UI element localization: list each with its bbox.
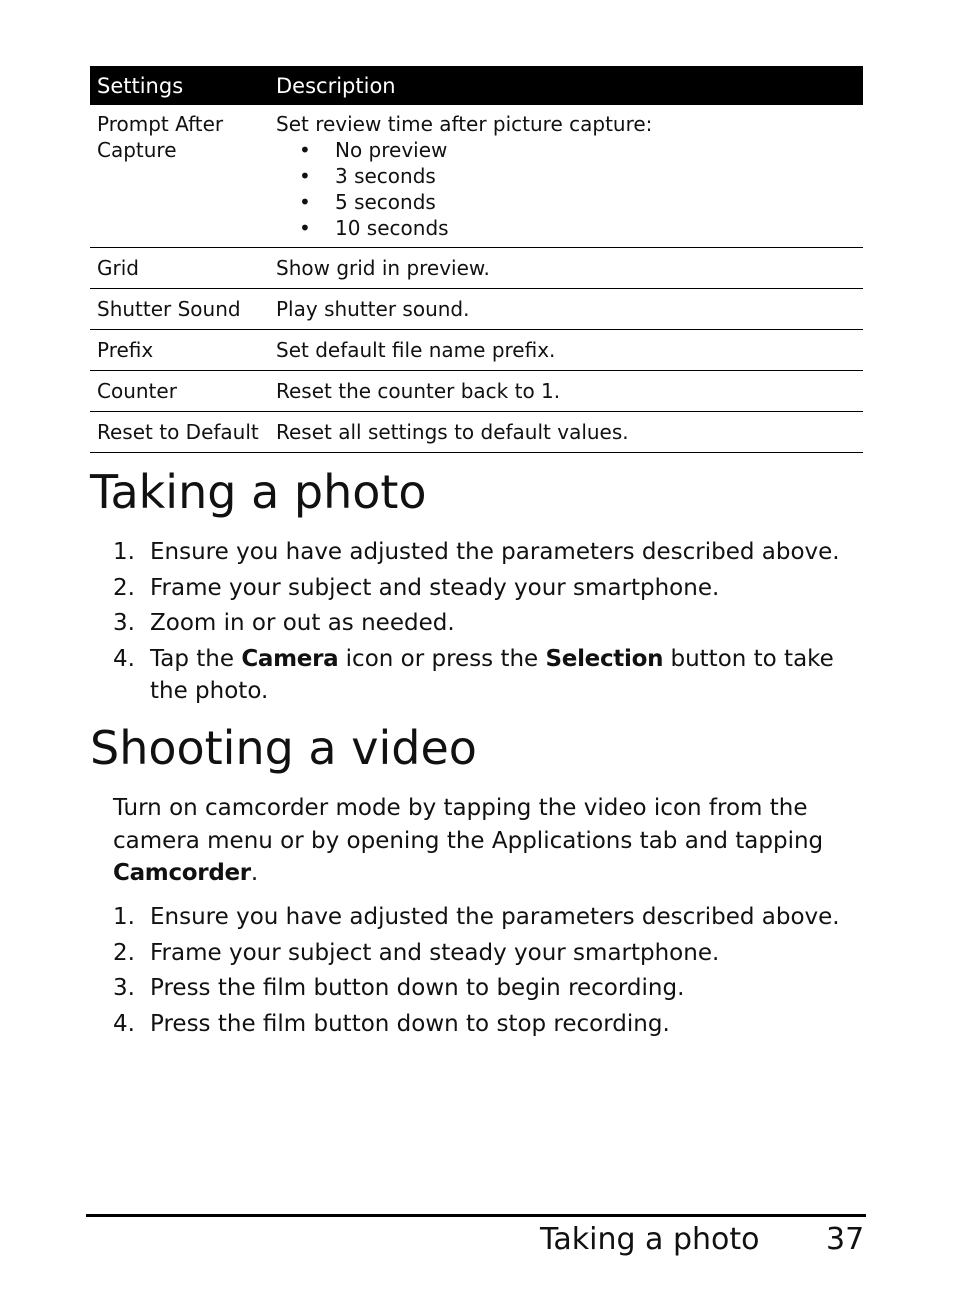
table-header-row (90, 66, 863, 105)
setting-name: Reset to Default (90, 412, 269, 453)
table-row (90, 248, 863, 289)
step-number: 3. (113, 610, 135, 636)
footer-divider (86, 1214, 866, 1217)
step-number: 4. (113, 645, 135, 672)
camera-keyword: Camera (241, 645, 339, 672)
camcorder-keyword: Camcorder (113, 860, 251, 886)
step-text-part: icon or press the (338, 645, 546, 672)
list-item (299, 189, 863, 215)
setting-description: Set default file name prefix. (269, 330, 863, 371)
list-item-text: 3 seconds (335, 164, 436, 188)
bullet-icon: • (299, 164, 311, 188)
step-text-part: Tap the (150, 645, 242, 672)
video-intro-paragraph (113, 792, 863, 890)
step-number: 4. (113, 1010, 135, 1037)
step-text: Press the film button down to begin recording. (150, 975, 685, 1001)
list-item-text: 10 seconds (335, 216, 449, 240)
list-item (113, 572, 858, 604)
list-item (113, 901, 858, 933)
footer-section-title: Taking a photo (540, 1222, 760, 1257)
step-number: 2. (113, 574, 135, 601)
bullet-icon: • (299, 216, 311, 240)
table-row (90, 330, 863, 371)
section-heading-photo: Taking a photo (90, 465, 427, 519)
selection-keyword: Selection (545, 645, 664, 672)
list-item (299, 163, 863, 189)
setting-description: Play shutter sound. (269, 289, 863, 330)
video-steps-list (113, 901, 858, 1043)
setting-name: Counter (90, 371, 269, 412)
step-text: Ensure you have adjusted the parameters described above. (150, 904, 840, 930)
header-settings: Settings (90, 66, 269, 105)
list-item (113, 643, 858, 707)
step-number: 1. (113, 539, 135, 565)
photo-steps-list (113, 536, 858, 710)
setting-name: Prefix (90, 330, 269, 371)
setting-description (269, 105, 863, 248)
list-item (299, 215, 863, 241)
bullet-icon: • (299, 138, 311, 162)
list-item (113, 972, 858, 1004)
header-description: Description (269, 66, 863, 105)
description-text: Set review time after picture capture: (276, 112, 653, 136)
list-item (113, 1008, 858, 1040)
section-heading-video: Shooting a video (90, 721, 477, 775)
list-item (113, 937, 858, 969)
setting-name: Prompt After Capture (90, 105, 269, 248)
step-text: Frame your subject and steady your smartphone. (150, 574, 720, 601)
bullet-icon: • (299, 190, 311, 214)
step-number: 1. (113, 904, 135, 930)
step-text: Ensure you have adjusted the parameters described above. (150, 539, 840, 565)
setting-description: Reset all settings to default values. (269, 412, 863, 453)
step-text: Frame your subject and steady your smartphone. (150, 939, 720, 966)
step-number: 3. (113, 975, 135, 1001)
list-item (113, 607, 858, 639)
setting-name: Grid (90, 248, 269, 289)
page-number: 37 (826, 1222, 865, 1257)
setting-description: Reset the counter back to 1. (269, 371, 863, 412)
step-text: Zoom in or out as needed. (150, 610, 455, 636)
table-row (90, 289, 863, 330)
list-item-text: No preview (335, 138, 448, 162)
setting-description: Show grid in preview. (269, 248, 863, 289)
bullet-list (276, 137, 863, 241)
settings-table (90, 66, 863, 453)
list-item (299, 137, 863, 163)
table-row (90, 412, 863, 453)
intro-end: . (250, 860, 259, 886)
setting-name: Shutter Sound (90, 289, 269, 330)
table-row (90, 105, 863, 248)
table-row (90, 371, 863, 412)
step-text (150, 646, 834, 704)
step-text: Press the film button down to stop recording. (150, 1010, 670, 1037)
list-item-text: 5 seconds (335, 190, 436, 214)
intro-text: Turn on camcorder mode by tapping the video icon from the camera menu or by opening the Applications tab and tapping (113, 795, 824, 854)
list-item (113, 536, 858, 568)
step-number: 2. (113, 939, 135, 966)
step-text-part: button to take the photo. (150, 645, 834, 704)
